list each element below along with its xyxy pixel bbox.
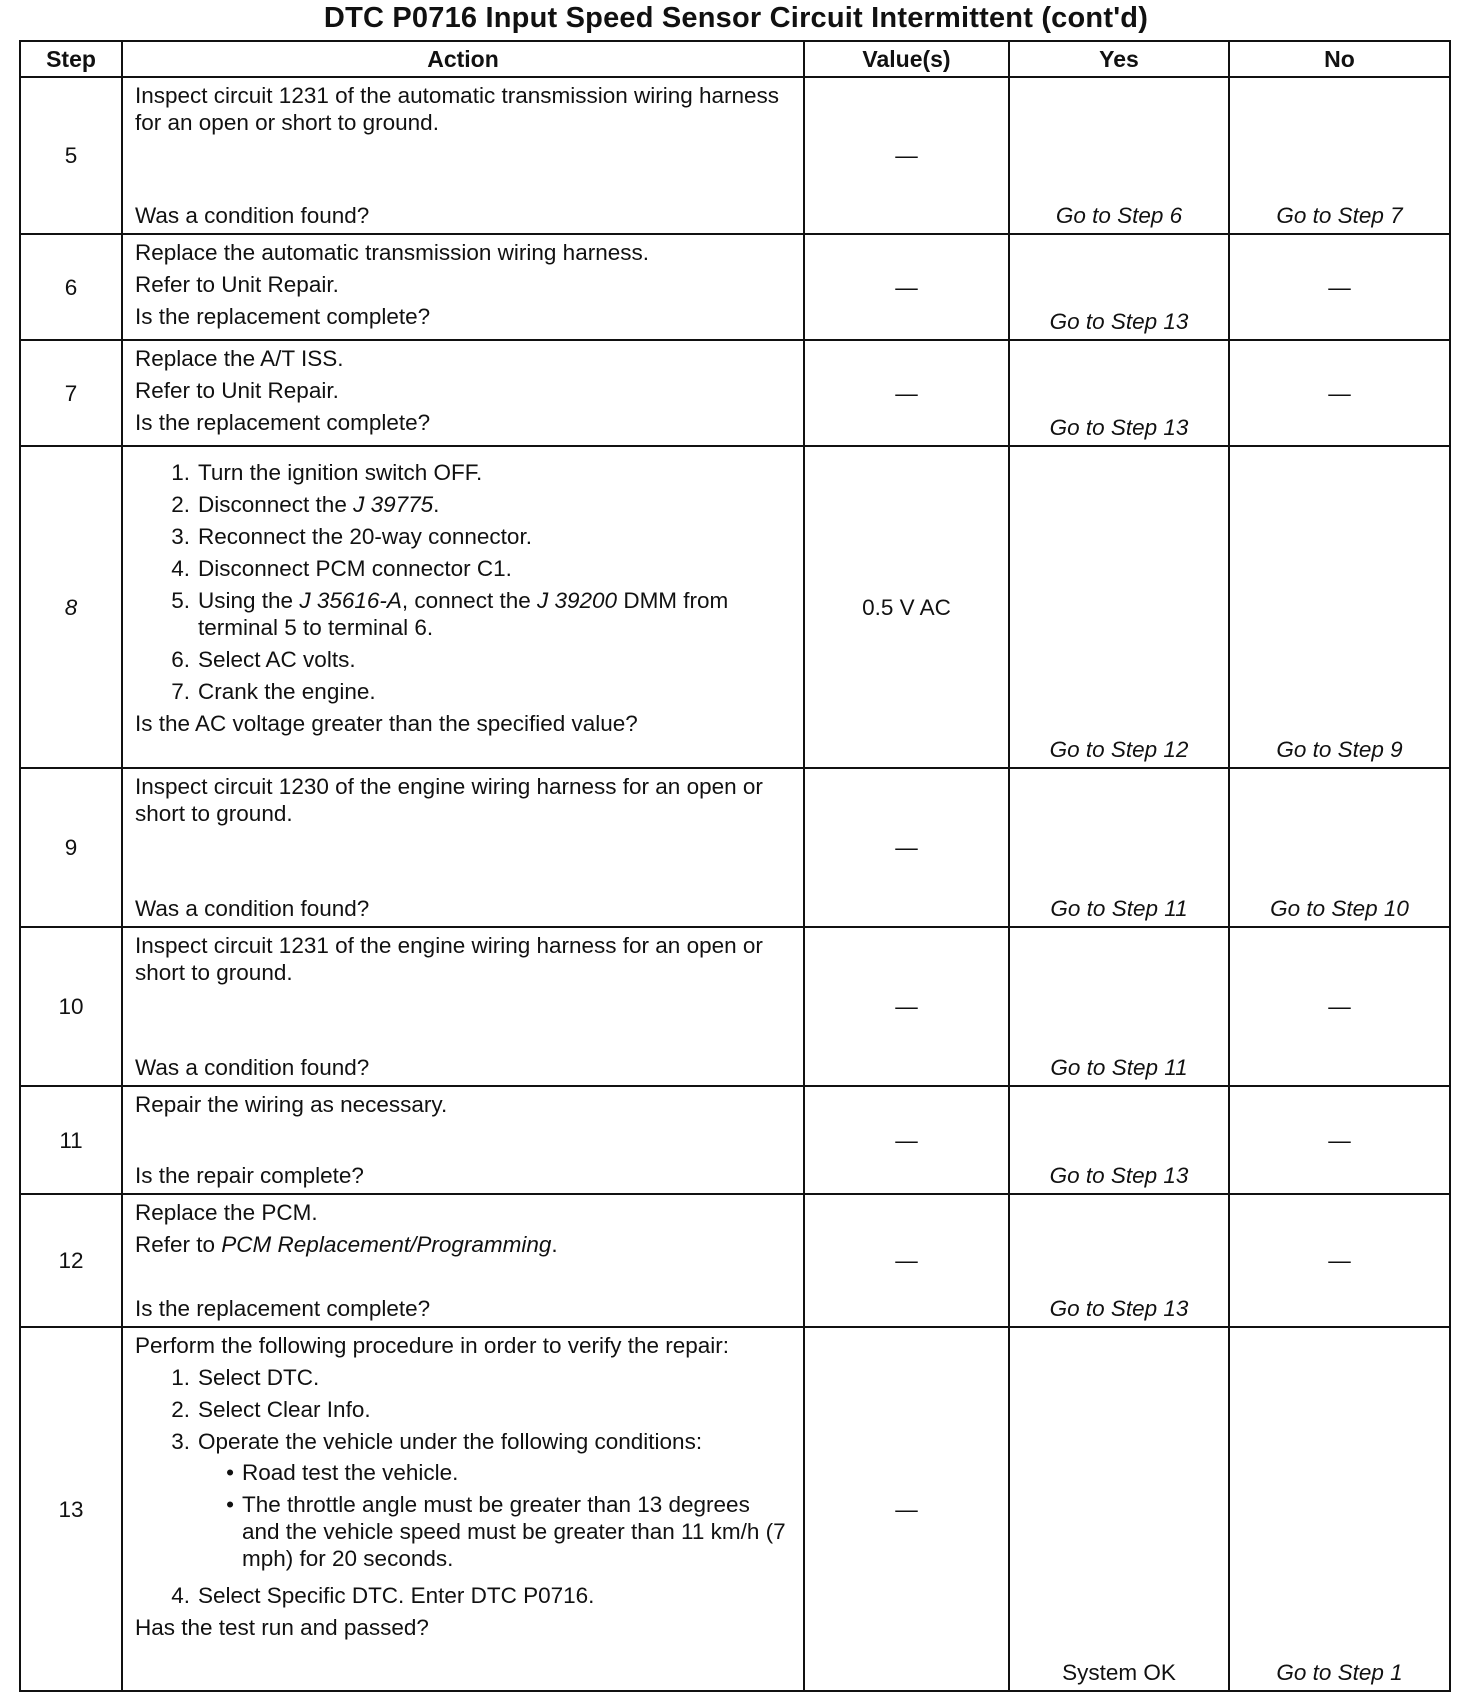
action-text: Replace the PCM.: [135, 1200, 318, 1225]
action-cell: [122, 340, 804, 446]
no-link[interactable]: Go to Step 1: [1229, 1327, 1450, 1691]
action-text: Inspect circuit 1230 of the engine wiring harness for an open or short to ground.: [135, 774, 763, 826]
action-question: Is the replacement complete?: [135, 1296, 431, 1321]
action-refer: Refer to Unit Repair.: [135, 272, 339, 297]
yes-link[interactable]: Go to Step 11: [1009, 927, 1229, 1086]
list-item: 3. Reconnect the 20-way connector.: [171, 524, 532, 549]
step-number: 9: [20, 768, 122, 927]
action-text: Perform the following procedure in order to verify the repair:: [135, 1333, 730, 1358]
action-question: Has the test run and passed?: [135, 1615, 429, 1640]
no-cell: —: [1229, 1194, 1450, 1327]
list-item: 2. Disconnect the J 39775.: [171, 492, 440, 517]
procedure-list: [135, 459, 793, 705]
list-item: 6. Select AC volts.: [171, 647, 356, 672]
tool-reference: J 39775: [353, 492, 434, 517]
table-row: [20, 234, 1450, 340]
action-question: Is the replacement complete?: [135, 410, 431, 435]
action-refer: Refer to PCM Replacement/Programming.: [135, 1232, 558, 1257]
action-text: Replace the automatic transmission wiring harness.: [135, 240, 649, 265]
value-cell: —: [804, 234, 1009, 340]
procedure-link[interactable]: PCM Replacement/Programming: [221, 1232, 552, 1257]
yes-link[interactable]: Go to Step 6: [1009, 77, 1229, 234]
page-title: DTC P0716 Input Speed Sensor Circuit Intermittent (cont'd): [323, 2, 1149, 34]
table-row: [20, 340, 1450, 446]
action-text: Inspect circuit 1231 of the engine wiring harness for an open or short to ground.: [135, 933, 763, 985]
yes-link[interactable]: Go to Step 13: [1009, 1194, 1229, 1327]
condition-list: [198, 1459, 793, 1572]
list-item: 4. Select Specific DTC. Enter DTC P0716.: [171, 1583, 595, 1608]
action-question: Was a condition found?: [135, 1055, 370, 1080]
action-cell: [122, 1194, 804, 1327]
step-number: 12: [20, 1194, 122, 1327]
yes-link[interactable]: Go to Step 13: [1009, 340, 1229, 446]
header-action: Action: [122, 41, 804, 77]
header-no: No: [1229, 41, 1450, 77]
yes-result: System OK: [1009, 1327, 1229, 1691]
no-link[interactable]: Go to Step 9: [1229, 446, 1450, 768]
action-question: Is the replacement complete?: [135, 304, 431, 329]
table-row: [20, 77, 1450, 234]
action-question: Is the AC voltage greater than the specified value?: [135, 711, 638, 736]
yes-link[interactable]: Go to Step 13: [1009, 1086, 1229, 1194]
value-cell: —: [804, 927, 1009, 1086]
action-text: Inspect circuit 1231 of the automatic transmission wiring harness for an open or short to ground.: [135, 83, 780, 135]
table-row: [20, 927, 1450, 1086]
list-item: 1. Turn the ignition switch OFF.: [171, 460, 483, 485]
step-number: 7: [20, 340, 122, 446]
action-text: Replace the A/T ISS.: [135, 346, 344, 371]
step-number: 10: [20, 927, 122, 1086]
list-item: 5. Using the J 35616-A, connect the J 39200 DMM from terminal 5 to terminal 6.: [171, 588, 729, 640]
yes-link[interactable]: Go to Step 11: [1009, 768, 1229, 927]
action-cell: [122, 927, 804, 1086]
tool-reference: J 39200: [536, 588, 618, 613]
no-cell: —: [1229, 234, 1450, 340]
value-cell: —: [804, 768, 1009, 927]
value-cell: 0.5 V AC: [804, 446, 1009, 768]
action-cell: [122, 77, 804, 234]
value-cell: —: [804, 340, 1009, 446]
action-question: Was a condition found?: [135, 203, 370, 228]
action-cell: [122, 234, 804, 340]
step-number: 11: [20, 1086, 122, 1194]
no-link[interactable]: Go to Step 7: [1229, 77, 1450, 234]
value-cell: —: [804, 77, 1009, 234]
list-item: • The throttle angle must be greater than 13 degrees and the vehicle speed must be greater than 11 km/h (7 mph) for 20 seconds.: [226, 1492, 786, 1571]
procedure-list: [135, 1364, 793, 1609]
no-link[interactable]: Go to Step 10: [1229, 768, 1450, 927]
header-yes: Yes: [1009, 41, 1229, 77]
action-cell: [122, 1086, 804, 1194]
value-cell: —: [804, 1194, 1009, 1327]
table-row: [20, 446, 1450, 768]
step-number: 6: [20, 234, 122, 340]
list-item: 7. Crank the engine.: [171, 679, 376, 704]
step-number: 5: [20, 77, 122, 234]
action-cell: [122, 768, 804, 927]
no-cell: —: [1229, 927, 1450, 1086]
no-cell: —: [1229, 340, 1450, 446]
list-item: 4. Disconnect PCM connector C1.: [171, 556, 512, 581]
yes-link[interactable]: Go to Step 13: [1009, 234, 1229, 340]
value-cell: —: [804, 1086, 1009, 1194]
action-question: Is the repair complete?: [135, 1163, 364, 1188]
value-cell: —: [804, 1327, 1009, 1691]
action-cell: [122, 446, 804, 768]
header-values: Value(s): [804, 41, 1009, 77]
action-cell: [122, 1327, 804, 1691]
table-row: [20, 768, 1450, 927]
list-item: • Road test the vehicle.: [226, 1460, 459, 1485]
action-question: Was a condition found?: [135, 896, 370, 921]
header-step: Step: [20, 41, 122, 77]
step-number: 13: [20, 1327, 122, 1691]
step-number: 8: [20, 446, 122, 768]
diagnostic-table: [19, 40, 1451, 1692]
list-item: 2. Select Clear Info.: [171, 1397, 371, 1422]
list-item: 1. Select DTC.: [171, 1365, 320, 1390]
action-text: Repair the wiring as necessary.: [135, 1092, 448, 1117]
header-row: [20, 41, 1450, 77]
table-row: [20, 1194, 1450, 1327]
list-item: 3. Operate the vehicle under the following conditions: • Road test the vehicle. • The throttle angle must be greater than 13 degrees and the vehicle speed must be greater than 11 km/h (7 mph) for 20 seconds.: [135, 1428, 793, 1577]
tool-reference: J 35616-A: [299, 588, 402, 613]
table-row: [20, 1086, 1450, 1194]
no-cell: —: [1229, 1086, 1450, 1194]
table-row: [20, 1327, 1450, 1691]
action-refer: Refer to Unit Repair.: [135, 378, 339, 403]
yes-link[interactable]: Go to Step 12: [1009, 446, 1229, 768]
